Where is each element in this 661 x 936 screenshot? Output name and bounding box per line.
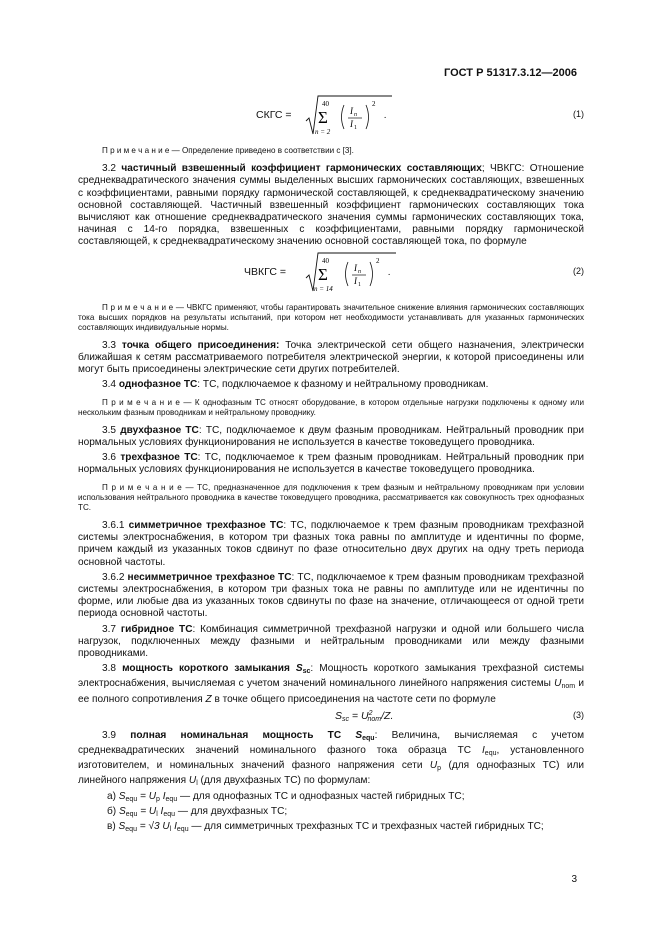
formula-2-sum-bottom: n = 14 [314,284,333,293]
term-3-8: мощность короткого замыкания [122,663,290,675]
formula-1-denominator: I [350,119,353,129]
section-3-4: 3.4 однофазное ТС: ТС, подключаемое к фазному и нейтральному проводникам. [102,379,489,391]
formula-1-numerator: I [350,106,353,116]
note-3: П р и м е ч а н и е — К однофазным ТС относят оборудование, в котором отдельные нагрузки подключены к одному или нескольким фазным проводникам и нейтральному проводнику. [78,397,584,417]
term-3-6-2: несимметричное трехфазное ТС [127,571,292,583]
svg-text:.: . [384,110,387,120]
formula-1 [78,94,584,140]
formula-list [83,791,584,837]
formula-2-numerator: I [354,262,357,273]
formula-3 [78,708,584,724]
note-4: П р и м е ч а н и е — ТС, предназначенное для подключения к трем фазным и нейтральному проводникам при условии использования нейтрального проводника в качестве токоведущего проводника, рассматривается как совокупность трех однофазных ТС. [78,482,584,512]
formula-1-denominator-sub: 1 [354,125,357,131]
list-item: в) $S_{equ} = √3$ $U_l$ $I_{equ}$ — для симметричных трехфазных ТС и трехфазных частей гибридных ТС; [107,820,544,833]
formula-2-numerator-sub: n [358,268,361,275]
formula-1-sum-bottom: n = 2 [315,128,331,136]
page-number: 3 [571,874,577,885]
note-1: П р и м е ч а н и е — Определение приведено в соответствии с [3]. [102,146,354,155]
svg-text:.: . [388,266,391,277]
formula-1-expression [304,94,394,140]
formula-1-power: 2 [372,100,376,108]
section-3-2: 3.2 частичный взвешенный коэффициент гармонических составляющих; ЧВКГС: Отношение среднеквадратического значения суммы выделенных высших гармонических составляющих, взвешенных с коэффициентами, равными порядку гармонической составляющей, к среднеквадратическому значению основной составляющей. Частичный взвешенный коэффициент гармонических составляющих тока вычисляют как отношение среднеквадратического значения суммы гармонических составляющих тока, начиная с 14-го порядка, взвешенных с коэффициентами, равными порядку гармонической составляющей, к среднеквадратическому значению основной составляющей тока, по формуле [78,163,584,248]
svg-text:Σ: Σ [318,108,328,127]
formula-1-lhs: СКГС = [256,109,292,121]
formula-2-lhs: ЧВКГС = [244,265,286,278]
section-3-3: 3.3 точка общего присоединения: Точка электрической сети общего назначения, электрически ближайшая к сетям рассматриваемого потребителя электрической энергии, к которой присоединены или могут быть присоединены электрические сети других потребителей. [78,339,584,376]
formula-1-numerator-sub: n [354,112,357,118]
formula-2-sum-top: 40 [322,256,329,265]
formula-3-number: (3) [573,709,584,720]
term-3-6-1: симметричное трехфазное ТС [128,519,284,531]
section-3-6: 3.6 трехфазное ТС: ТС, подключаемое к трем фазным проводникам. Нейтральный проводник при нормальных условиях функционирования не используется в качестве токоведущего проводника. [78,452,585,476]
section-3-9: 3.9 полная номинальная мощность ТС $S_{equ}$: Величина, вычисляемая с учетом среднеквадратических значений номинального фазного тока образца ТС $I_{equ}$, установленного изготовителем, и номинальных значений фазного напряжения сети $U_p$ (для однофазных ТС) или линейного напряжения $U_l$ (для двухфазных ТС) по формулам: [78,729,585,788]
document-header: ГОСТ Р 51317.3.12—2006 [443,67,577,79]
formula-2-power: 2 [376,256,380,265]
term-3-2: частичный взвешенный коэффициент гармонических составляющих [121,163,482,175]
page-content [78,92,584,836]
formula-1-number: (1) [573,109,584,119]
term-3-9: полная номинальная мощность ТС [130,729,342,741]
term-3-3: точка общего присоединения: [121,339,280,351]
list-item: б) $S_{equ} = U_l$ $I_{equ}$ — для двухфазных ТС; [107,805,288,818]
section-3-8: 3.8 мощность короткого замыкания $S_{sc}$: Мощность короткого замыкания трехфазной системы электроснабжения, вычисляемая с учетом значений номинального линейного напряжения системы $U_{nom}$ и ее полного сопротивления Z в точке общего присоединения на частоте сети по формуле [78,663,585,705]
section-3-6-2: 3.6.2 несимметричное трехфазное ТС: ТС, подключаемое к трем фазным проводникам трехфазной системы электроснабжения, в котором три фазных тока не равны по амплитуде или не идентичны по форме, или любые два из указанных токов сдвинуты по фазе на значение, отличающееся от одной трети периода основной частоты. [78,571,584,620]
term-3-5: двухфазное ТС [120,424,199,436]
svg-text:Σ: Σ [318,264,328,284]
term-3-4: однофазное ТС [118,379,198,391]
section-3-5: 3.5 двухфазное ТС: ТС, подключаемое к двум фазным проводникам. Нейтральный проводник при нормальных условиях функционирования не используется в качестве токоведущего проводника. [78,424,584,448]
formula-1-sum-top: 40 [322,100,329,108]
formula-2-number: (2) [573,265,584,276]
formula-2-denominator: I [354,275,357,286]
note-2: П р и м е ч а н и е — ЧВКГС применяют, чтобы гарантировать значительное снижение влияния гармонических составляющих тока высших порядков на результаты испытаний, при котором нет необходимости устанавливать для указанных гармонических составляющих индивидуальные нормы. [78,302,585,332]
formula-2-expression [304,251,399,297]
formula-2 [78,251,584,297]
term-3-6: трехфазное ТС [120,452,198,464]
formula-3-expression: $S_{sc} = U^2_{nom}/Z$. [335,709,394,723]
section-3-7: 3.7 гибридное ТС: Комбинация симметричной трехфазной нагрузки и одной или большего числа нагрузок, подключенных между фазными и нейтральным проводниками или между фазными проводниками. [78,623,584,659]
section-3-6-1: 3.6.1 симметричное трехфазное ТС: ТС, подключаемое к трем фазным проводникам трехфазной системы электроснабжения, в котором три фазных тока равны по амплитуде и идентичны по форме, причем каждый из указанных токов сдвинут по фазе относительно двух других на одну треть периода основной частоты. [78,519,584,568]
list-item: а) $S_{equ} = U_p$ $I_{equ}$ — для однофазных ТС и однофазных частей гибридных ТС; [107,790,465,803]
formula-2-denominator-sub: 1 [358,281,361,288]
term-3-7: гибридное ТС [120,623,193,635]
